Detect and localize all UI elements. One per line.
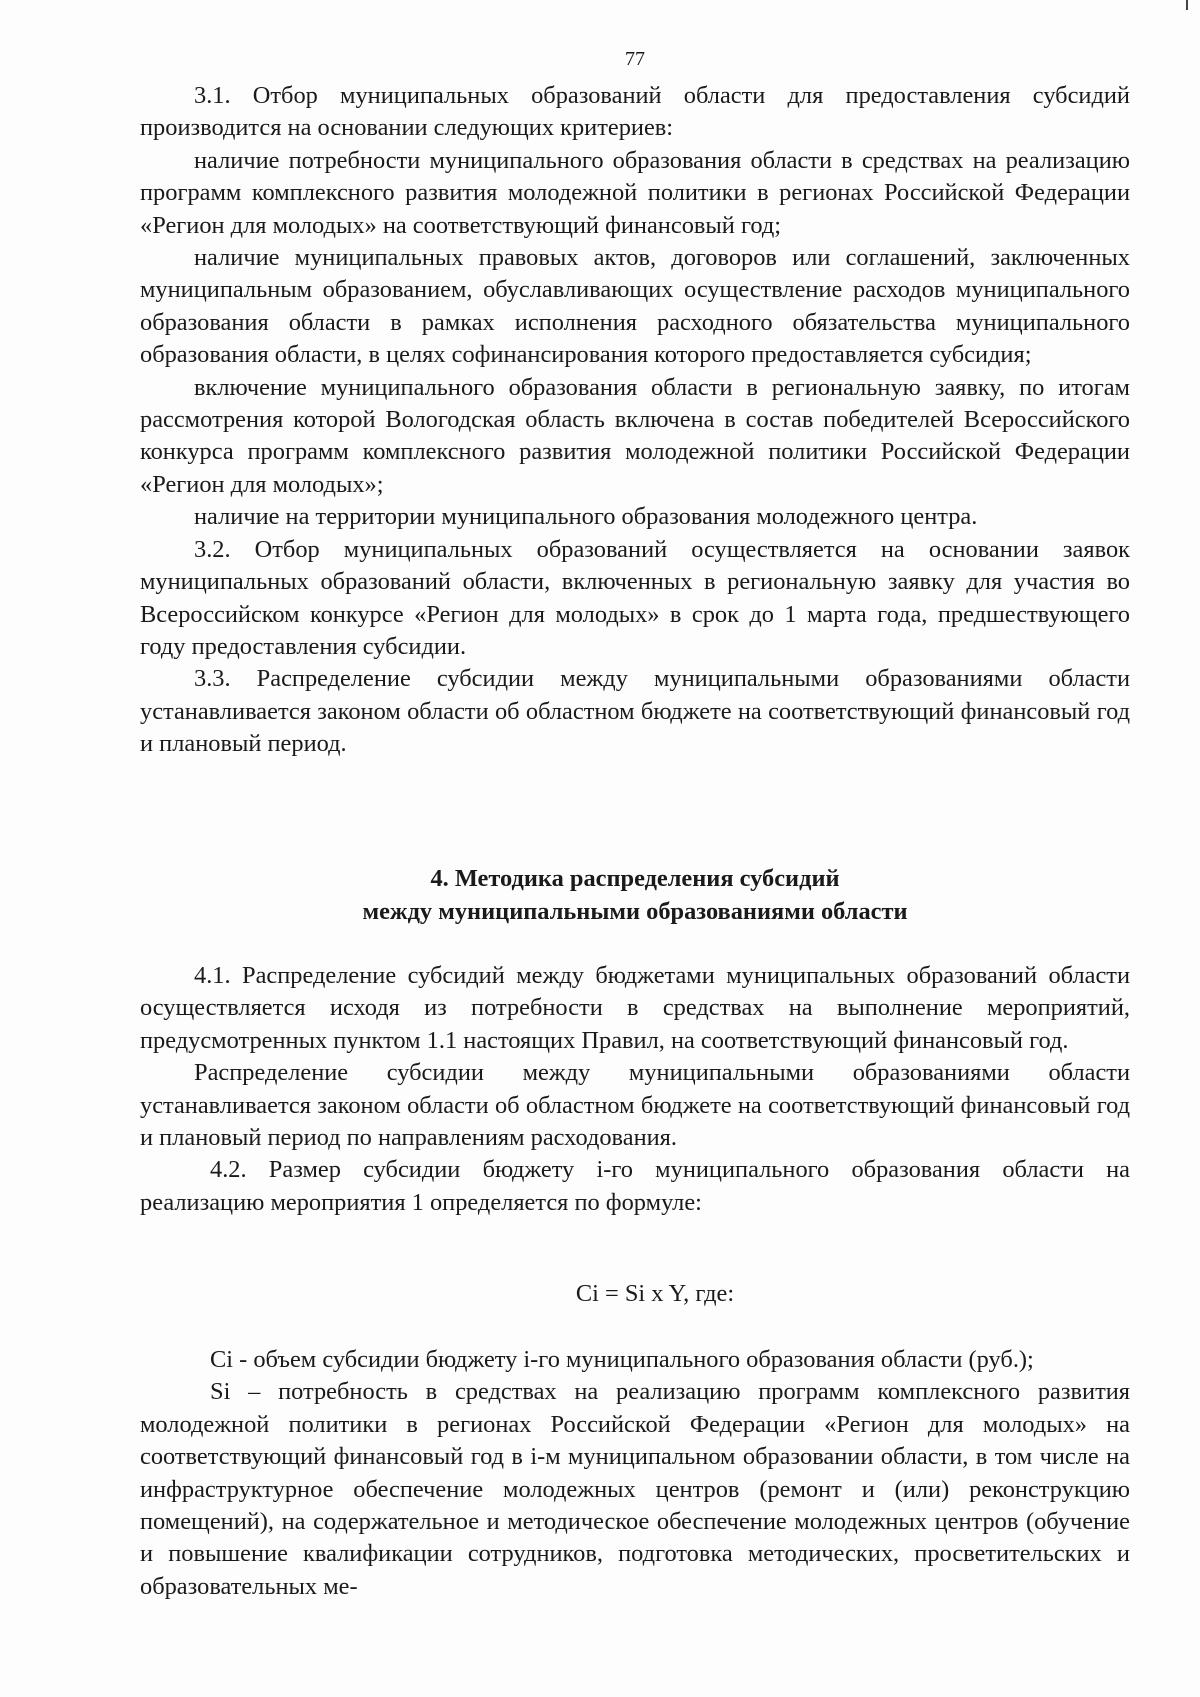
paragraph-3-1: 3.1. Отбор муниципальных образований области для предоставления субсидий производится на основании следующих критериев: [140, 82, 1130, 142]
section-4-heading-line-1: 4. Методика распределения субсидий [430, 865, 840, 892]
paragraph-3-2: 3.2. Отбор муниципальных образований осуществляется на основании заявок муниципальных образований области, включенных в региональную заявку для участия во Всероссийском конкурсе «Регион для молодых» в срок до 1 марта года, предшествующего году предоставления субсидии. [140, 535, 1130, 660]
paragraph-4-1: 4.1. Распределение субсидий между бюджетами муниципальных образований области осуществляется исходя из потребности в средствах на выполнение мероприятий, предусмотренных пунктом 1.1 настоящих Правил, на соответствующий финансовый год. [140, 962, 1130, 1054]
section-4-heading-line-2: между муниципальными образованиями области [362, 898, 908, 925]
definition-si: Si – потребность в средствах на реализацию программ комплексного развития молодежной политики в регионах Российской Федерации «Регион для молодых» на соответствующий финансовый год в i-м муниципальном образовании области, в том числе на инфраструктурное обеспечение молодежных центров (ремонт и (или) реконструкцию помещений), на содержательное и методическое обеспечение молодежных центров (обучение и повышение квалификации сотрудников, подготовка методических, просветительских и образовательных ме- [140, 1378, 1130, 1600]
criterion-regional-application: включение муниципального образования области в региональную заявку, по итогам рассмотрения которой Вологодская область включена в состав победителей Всероссийского конкурса программ комплексного развития молодежной политики Российской Федерации «Регион для молодых»; [140, 373, 1130, 498]
definition-ci: Ci - объем субсидии бюджету i-го муниципального образования области (руб.); [210, 1346, 1034, 1373]
criterion-youth-center: наличие на территории муниципального образования молодежного центра. [194, 503, 978, 531]
paragraph-3-3: 3.3. Распределение субсидии между муниципальными образованиями области устанавливается законом области об областном бюджете на соответствующий финансовый год и плановый период. [140, 665, 1130, 758]
page-number: 77 [625, 48, 645, 70]
criterion-need: наличие потребности муниципального образования области в средствах на реализацию программ комплексного развития молодежной политики в регионах Российской Федерации «Регион для молодых» на соответствующий финансовый год; [140, 146, 1130, 239]
formula: Ci = Si x Y, где: [575, 1280, 735, 1307]
section-3-text [140, 80, 1130, 761]
criterion-legal-acts: наличие муниципальных правовых актов, договоров или соглашений, заключенных муниципальным образованием, обуславливающих осуществление расходов муниципального образования области в рамках исполнения расходного обязательства муниципального образования области, в целях софинансирования которого предоставляется субсидия; [140, 244, 1130, 369]
paragraph-4-2: 4.2. Размер субсидии бюджету i-го муниципального образования области на реализацию мероприятия 1 определяется по формуле: [140, 1156, 1130, 1216]
paragraph-distribution: Распределение субсидии между муниципальными образованиями области устанавливается законом области об областном бюджете на соответствующий финансовый год и плановый период по направлениям расходования. [140, 1059, 1130, 1152]
definitions [140, 1344, 1130, 1603]
section-4-heading [140, 862, 1130, 928]
scan-edge-mark [1186, 0, 1188, 10]
section-4-text [140, 960, 1130, 1219]
